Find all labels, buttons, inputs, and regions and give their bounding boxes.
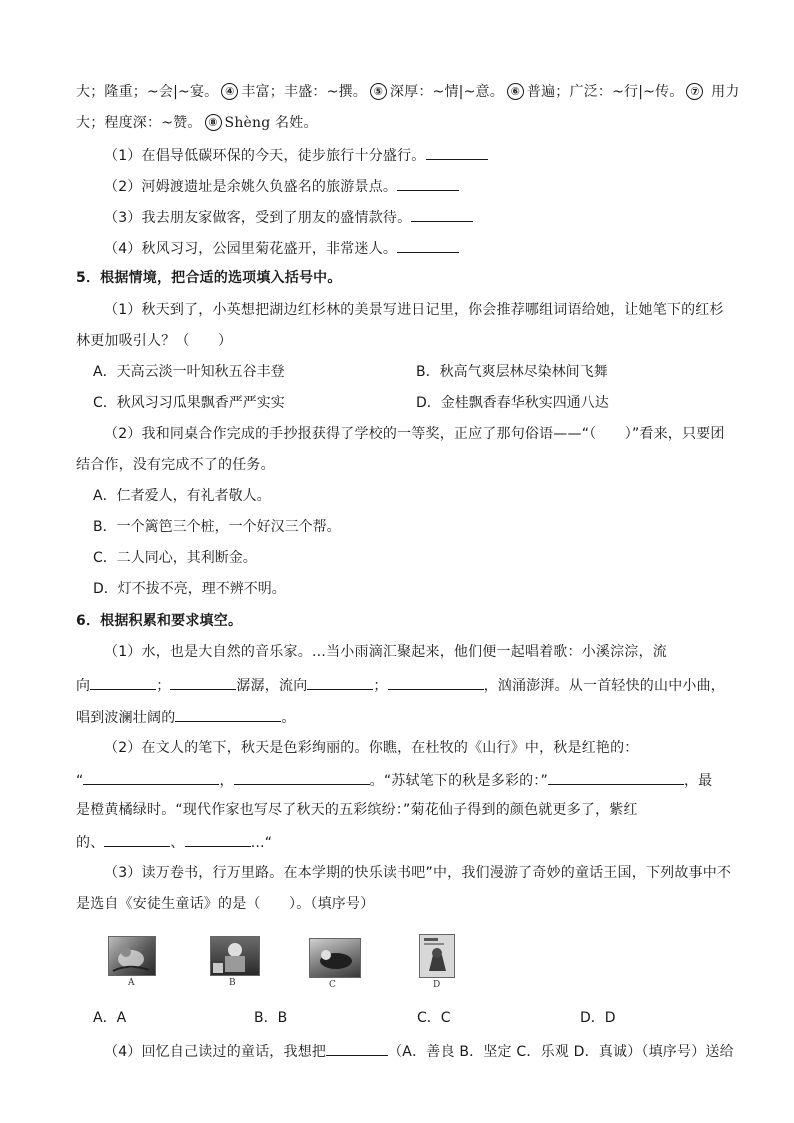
q6-p3-line1: （3）读万卷书，行万里路。在本学期的快乐读书吧”中，我们漫游了奇妙的童话王国，下列故事中不 [104,865,732,881]
q6-p1-line3: 唱到波澜壮阔的 。 [76,706,296,728]
q6-p1-line2: 向 ； 潺潺，流向 ； ，汹涌澎湃。从一首轻快的山中小曲， [76,674,725,696]
story-image-a[interactable] [108,936,156,976]
image-label-b: B [229,978,236,988]
q5-s2-line1: （2）我和同桌合作完成的手抄报获得了学校的一等奖，正应了那句俗语——“（ ）”看来，只要团 [104,426,725,442]
definition-line-1: 大；隆重；~会|~宴。 ④ 丰富；丰盛：~撰。 ⑤ 深厚：~情|~意。 ⑥ 普遍；广泛：~行|~传。 ⑦ 用力 [76,84,740,100]
q5-s1-option-b[interactable]: B．秋高气爽层林尽染林间飞舞 [416,364,608,380]
book-cover-d-icon [420,935,454,977]
answer-blank[interactable] [90,674,156,690]
q6-p3-option-a[interactable]: A．A [93,1010,127,1026]
q5-s2-option-c[interactable]: C．二人同心，其利断金。 [93,550,257,566]
number-6-icon: ⑥ [507,83,524,100]
q6-p2-line1: （2）在文人的笔下，秋天是色彩绚丽的。你瞧，在杜牧的《山行》中，秋是红艳的： [104,740,639,756]
number-7-icon: ⑦ [686,83,703,100]
story-illustration-a-icon [109,937,155,975]
answer-blank[interactable] [170,674,236,690]
q4-item-2: （2）河姆渡遗址是余姚久负盛名的旅游景点。 [104,175,459,197]
q6-p3-option-b[interactable]: B．B [254,1010,288,1026]
answer-blank[interactable] [175,706,281,722]
story-illustration-c-icon [310,939,360,977]
number-4-icon: ④ [221,83,238,100]
answer-blank[interactable] [83,769,219,785]
q6-p4-line1: （4）回忆自己读过的童话，我想把 （A．善良 B．坚定 C．乐观 D．真诚）（填序号）送给 [104,1040,734,1062]
q4-item-3: （3）我去朋友家做客，受到了朋友的盛情款待。 [104,206,473,228]
q5-title: 5．根据情境，把合适的选项填入括号中。 [76,270,342,286]
q5-s1-option-a[interactable]: A．天高云淡一叶知秋五谷丰登 [93,364,285,380]
answer-blank[interactable] [234,769,370,785]
image-label-a: A [128,978,135,988]
answer-blank[interactable] [411,206,473,222]
answer-blank[interactable] [104,831,170,847]
q6-p3-line2: 是选自《安徒生童话》的是（ ）。（填序号） [76,896,375,912]
answer-blank[interactable] [397,237,459,253]
q5-s2-option-d[interactable]: D．灯不拔不亮，理不辨不明。 [93,581,286,597]
q6-p2-line3: 是橙黄橘绿时。“现代作家也写尽了秋天的五彩缤纷：”菊花仙子得到的颜色就更多了，紫红 [76,802,638,818]
number-8-icon: ⑧ [205,114,222,131]
q5-s1-option-d[interactable]: D．金桂飘香春华秋实四通八达 [416,395,609,411]
image-label-d: D [433,980,441,990]
q6-p3-option-d[interactable]: D．D [580,1010,616,1026]
q6-title: 6．根据积累和要求填空。 [76,613,243,629]
image-label-c: C [329,980,336,990]
answer-blank[interactable] [426,144,488,160]
q5-s1-option-c[interactable]: C．秋风习习瓜果飘香严严实实 [93,395,285,411]
answer-blank[interactable] [185,831,251,847]
story-illustration-b-icon [211,937,259,975]
answer-blank[interactable] [307,674,373,690]
q5-s2-line2: 结合作，没有完成不了的任务。 [76,457,275,473]
answer-blank[interactable] [388,674,484,690]
story-image-b[interactable] [210,936,260,976]
q6-p2-line2: “ ， 。“苏轼笔下的秋是多彩的：” ，最 [76,769,712,791]
q5-s2-option-a[interactable]: A．仁者爱人，有礼者敬人。 [93,488,271,504]
q6-p3-option-c[interactable]: C．C [417,1010,451,1026]
answer-blank[interactable] [326,1040,388,1056]
q4-item-4: （4）秋风习习，公园里菊花盛开，非常迷人。 [104,237,459,259]
q4-item-1: （1）在倡导低碳环保的今天，徒步旅行十分盛行。 [104,144,488,166]
story-image-c[interactable] [309,938,361,978]
answer-blank[interactable] [548,769,684,785]
q5-s2-option-b[interactable]: B．一个篱笆三个桩，一个好汉三个帮。 [93,519,341,535]
q5-s1-line2: 林更加吸引人？（ ） [76,333,233,349]
story-image-d[interactable] [419,934,455,978]
answer-blank[interactable] [397,175,459,191]
q6-p1-line1: （1）水，也是大自然的音乐家。…当小雨滴汇聚起来，他们便一起唱着歌：小溪淙淙，流 [104,644,667,660]
q5-s1-line1: （1）秋天到了，小英想把湖边红杉林的美景写进日记里，你会推荐哪组词语给她，让她笔下的红杉 [104,302,724,318]
definition-line-2: 大；程度深：~赞。 ⑧ Shèng 名姓。 [76,115,318,131]
number-5-icon: ⑤ [370,83,387,100]
q6-p2-line4: 的、 、 …“ [76,831,272,853]
